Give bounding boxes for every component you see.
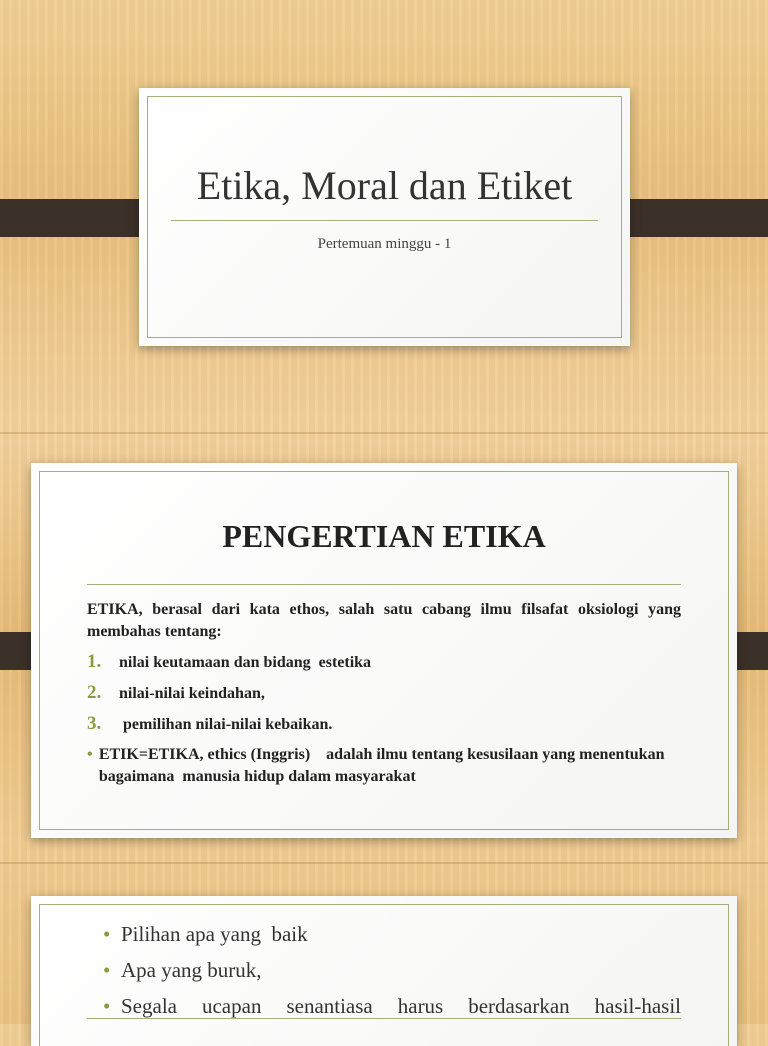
list-number: 1. [87, 651, 102, 672]
bottom-divider [87, 1018, 681, 1019]
bullet-item [103, 920, 681, 948]
slide-2[interactable] [31, 463, 737, 838]
wood-seam [0, 432, 768, 434]
slide-frame [147, 96, 622, 338]
bullet-item [103, 992, 681, 1020]
list-item [87, 682, 681, 705]
bullet-text: ETIK=ETIKA, ethics (Inggris) adalah ilmu tentang kesusilaan yang menentukan bagaimana manusia hidup dalam masyarakat [98, 746, 669, 785]
bullet-text: Apa yang buruk, [121, 958, 262, 982]
slide-subtitle: Pertemuan minggu - 1 [317, 236, 452, 252]
bullet-dot-icon: • [87, 746, 93, 763]
title-divider [171, 220, 598, 221]
list-text: nilai keutamaan dan bidang estetika [119, 654, 372, 671]
list-text: pemilihan nilai-nilai kebaikan. [119, 716, 333, 733]
slide-body [103, 920, 681, 1028]
bullet-dot-icon: • [103, 994, 111, 1018]
slide-strap-right [613, 199, 768, 237]
list-number: 3. [87, 713, 102, 734]
bullet-dot-icon: • [103, 958, 111, 982]
title-divider [87, 584, 681, 585]
slide-1[interactable] [139, 88, 630, 346]
slide-strap-left [0, 199, 155, 237]
wood-seam [0, 862, 768, 864]
list-item [87, 713, 681, 736]
slide-title: PENGERTIAN ETIKA [222, 518, 546, 554]
list-text: nilai-nilai keindahan, [119, 685, 265, 702]
intro-paragraph: ETIKA, berasal dari kata ethos, salah satu cabang ilmu filsafat oksiologi yang membahas tentang: [87, 601, 681, 640]
list-number: 2. [87, 682, 102, 703]
bullet-text: Pilihan apa yang baik [121, 922, 308, 946]
slide-body [87, 599, 681, 788]
slide-title: Etika, Moral dan Etiket [196, 163, 573, 208]
bullet-text: Segala ucapan senantiasa harus berdasarkan hasil-hasil [121, 994, 681, 1018]
bullet-item [103, 956, 681, 984]
list-item [87, 651, 681, 674]
bullet-dot-icon: • [103, 922, 111, 946]
bullet-item [87, 744, 681, 788]
